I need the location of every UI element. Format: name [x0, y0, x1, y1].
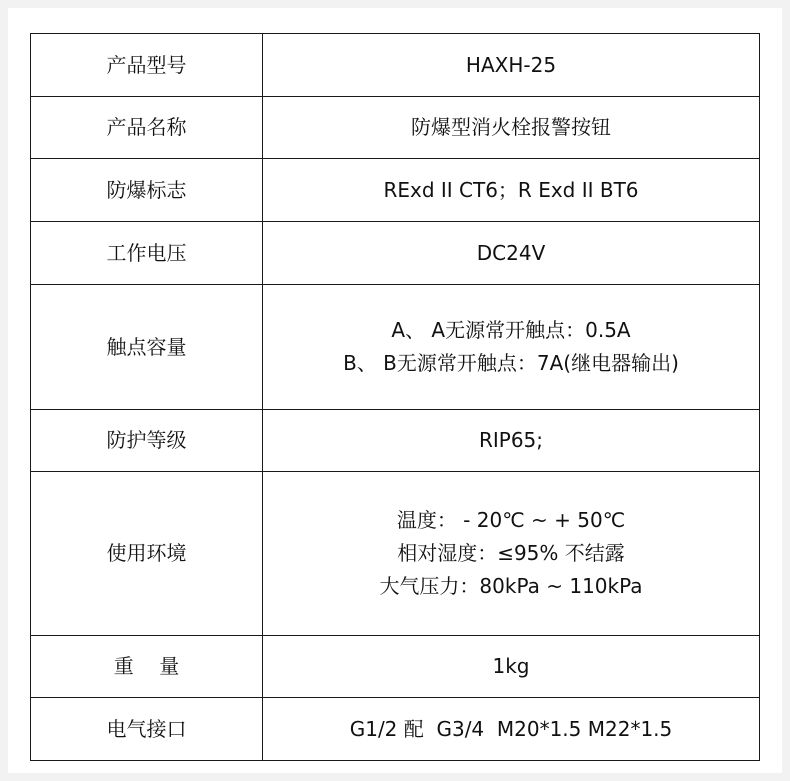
spec-value-line: DC24V	[476, 240, 546, 265]
spec-label: 防护等级	[31, 410, 263, 472]
spec-row-explosion-mark	[31, 159, 760, 222]
spec-label: 工作电压	[31, 222, 263, 285]
spec-value	[263, 472, 760, 636]
spec-row-contact-capacity	[31, 285, 760, 410]
spec-value	[263, 34, 760, 97]
spec-label: 使用环境	[31, 472, 263, 636]
spec-value	[263, 698, 760, 761]
spec-value-line: 防爆型消火栓报警按钮	[411, 115, 611, 139]
spec-label: 电气接口	[31, 698, 263, 761]
spec-value-line: RIP65;	[478, 428, 544, 452]
spec-value	[263, 410, 760, 472]
spec-label: 重 量	[31, 636, 263, 698]
product-spec-table	[30, 33, 760, 761]
spec-row-weight	[31, 636, 760, 698]
spec-row-name	[31, 97, 760, 159]
spec-value-line: A、 A无源常开触点：0.5A	[391, 318, 631, 342]
spec-row-model	[31, 34, 760, 97]
spec-value	[263, 159, 760, 222]
spec-value	[263, 97, 760, 159]
spec-value-line: 相对湿度：≤95% 不结露	[397, 541, 625, 565]
spec-value-line: HAXH-25	[465, 52, 557, 77]
spec-value-line: 1kg	[492, 654, 530, 678]
spec-label: 产品名称	[31, 97, 263, 159]
spec-row-electrical-interface	[31, 698, 760, 761]
spec-label: 触点容量	[31, 285, 263, 410]
spec-value-line: RExd II CT6；R Exd II BT6	[383, 177, 639, 202]
spec-value-line: 大气压力：80kPa ~ 110kPa	[379, 574, 643, 598]
spec-row-voltage	[31, 222, 760, 285]
spec-value	[263, 285, 760, 410]
spec-row-protection	[31, 410, 760, 472]
spec-value-line: B、 B无源常开触点：7A(继电器输出)	[343, 351, 679, 375]
spec-value-line: 温度： - 20℃ ~ + 50℃	[396, 508, 626, 532]
spec-label: 防爆标志	[31, 159, 263, 222]
spec-label: 产品型号	[31, 34, 263, 97]
product-spec-sheet	[8, 8, 782, 773]
spec-value	[263, 222, 760, 285]
spec-value	[263, 636, 760, 698]
spec-row-environment	[31, 472, 760, 636]
spec-value-line: G1/2 配 G3/4 M20*1.5 M22*1.5	[349, 716, 673, 741]
